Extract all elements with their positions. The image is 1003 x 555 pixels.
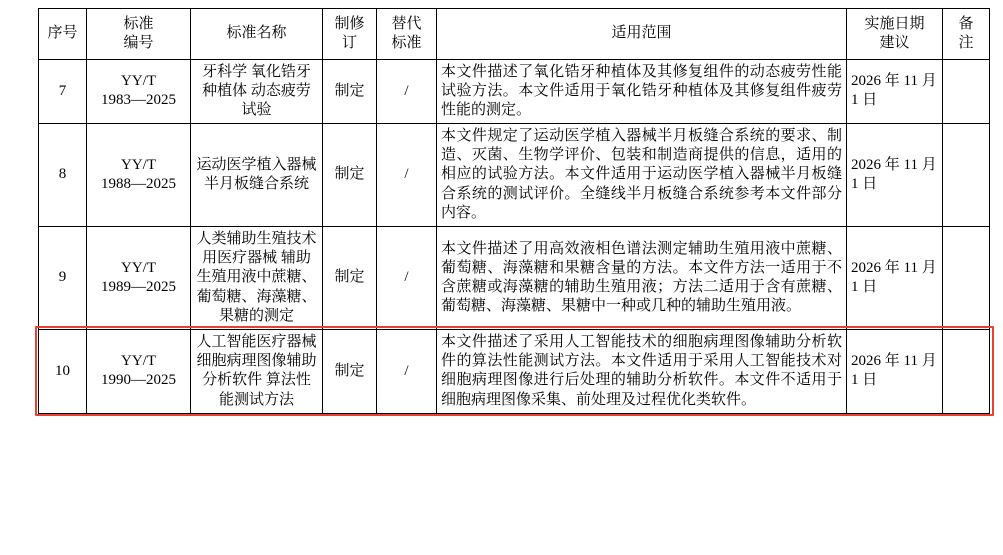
column-header-date-line1: 实施日期 [864, 16, 925, 32]
column-header-replace [377, 9, 437, 60]
cell-type: 制定 [323, 124, 377, 227]
cell-scope: 本文件规定了运动医学植入器械半月板缝合系统的要求、制造、灭菌、生物学评价、包装和制造商提供的信息，适用的相应的试验方法。本文件适用于运动医学植入器械半月板缝合系统的测试评价。全缝线半月板缝合系统参考本文件部分内容。 [437, 124, 847, 227]
cell-replace: / [377, 59, 437, 124]
cell-date: 2026 年 11 月 1 日 [847, 124, 943, 227]
column-header-type [323, 9, 377, 60]
cell-code: YY/T 1989—2025 [87, 227, 191, 330]
cell-replace: / [377, 227, 437, 330]
cell-remark [943, 329, 990, 413]
cell-code: YY/T 1983—2025 [87, 59, 191, 124]
column-header-remark-line1: 备 [958, 16, 974, 32]
cell-code: YY/T 1990—2025 [87, 329, 191, 413]
cell-name: 人工智能医疗器械 细胞病理图像辅助分析软件 算法性能测试方法 [191, 329, 323, 413]
table-row [39, 124, 990, 227]
column-header-code [87, 9, 191, 60]
cell-replace: / [377, 329, 437, 413]
column-header-type-line1: 制修 [334, 16, 365, 32]
cell-name: 运动医学植入器械 半月板缝合系统 [191, 124, 323, 227]
column-header-remark-line2: 注 [958, 34, 974, 51]
cell-type: 制定 [323, 59, 377, 124]
cell-replace: / [377, 124, 437, 227]
column-header-code-line2: 编号 [123, 34, 154, 51]
cell-num: 9 [39, 227, 87, 330]
cell-remark [943, 59, 990, 124]
column-header-scope [437, 9, 847, 60]
cell-scope: 本文件描述了氧化锆牙种植体及其修复组件的动态疲劳性能试验方法。本文件适用于氧化锆牙种植体及其修复组件疲劳性能的测定。 [437, 59, 847, 124]
cell-remark [943, 227, 990, 330]
column-header-replace-line2: 标准 [391, 34, 422, 51]
column-header-remark [943, 9, 990, 60]
column-header-num [39, 9, 87, 60]
cell-code: YY/T 1988—2025 [87, 124, 191, 227]
column-header-name-line1: 标准名称 [226, 25, 287, 42]
table-row-highlighted [39, 329, 990, 413]
column-header-replace-line1: 替代 [391, 16, 422, 32]
column-header-date-line2: 建议 [879, 34, 910, 51]
table-header-row [39, 9, 990, 60]
cell-name: 牙科学 氧化锆牙种植体 动态疲劳试验 [191, 59, 323, 124]
column-header-code-line1: 标准 [123, 16, 154, 32]
column-header-type-line2: 订 [341, 34, 357, 51]
table-row [39, 227, 990, 330]
standards-table [38, 8, 990, 414]
cell-scope: 本文件描述了采用人工智能技术的细胞病理图像辅助分析软件的算法性能测试方法。本文件适用于采用人工智能技术对细胞病理图像进行后处理的辅助分析软件。本文件不适用于细胞病理图像采集、前处理及过程优化类软件。 [437, 329, 847, 413]
cell-date: 2026 年 11 月 1 日 [847, 59, 943, 124]
column-header-date [847, 9, 943, 60]
cell-date: 2026 年 11 月 1 日 [847, 227, 943, 330]
cell-scope: 本文件描述了用高效液相色谱法测定辅助生殖用液中蔗糖、葡萄糖、海藻糖和果糖含量的方法。本文件方法一适用于不含蔗糖或海藻糖的辅助生殖用液；方法二适用于含有蔗糖、葡萄糖、海藻糖、果糖中一种或几种的辅助生殖用液。 [437, 227, 847, 330]
table-header [39, 9, 990, 60]
cell-type: 制定 [323, 329, 377, 413]
cell-num: 10 [39, 329, 87, 413]
column-header-name [191, 9, 323, 60]
column-header-num-line1: 序号 [47, 25, 78, 42]
cell-type: 制定 [323, 227, 377, 330]
table-body [39, 59, 990, 413]
table-row [39, 59, 990, 124]
column-header-scope-line1: 适用范围 [611, 25, 672, 42]
cell-num: 7 [39, 59, 87, 124]
cell-remark [943, 124, 990, 227]
cell-date: 2026 年 11 月 1 日 [847, 329, 943, 413]
cell-name: 人类辅助生殖技术用医疗器械 辅助生殖用液中蔗糖、葡萄糖、海藻糖、果糖的测定 [191, 227, 323, 330]
cell-num: 8 [39, 124, 87, 227]
